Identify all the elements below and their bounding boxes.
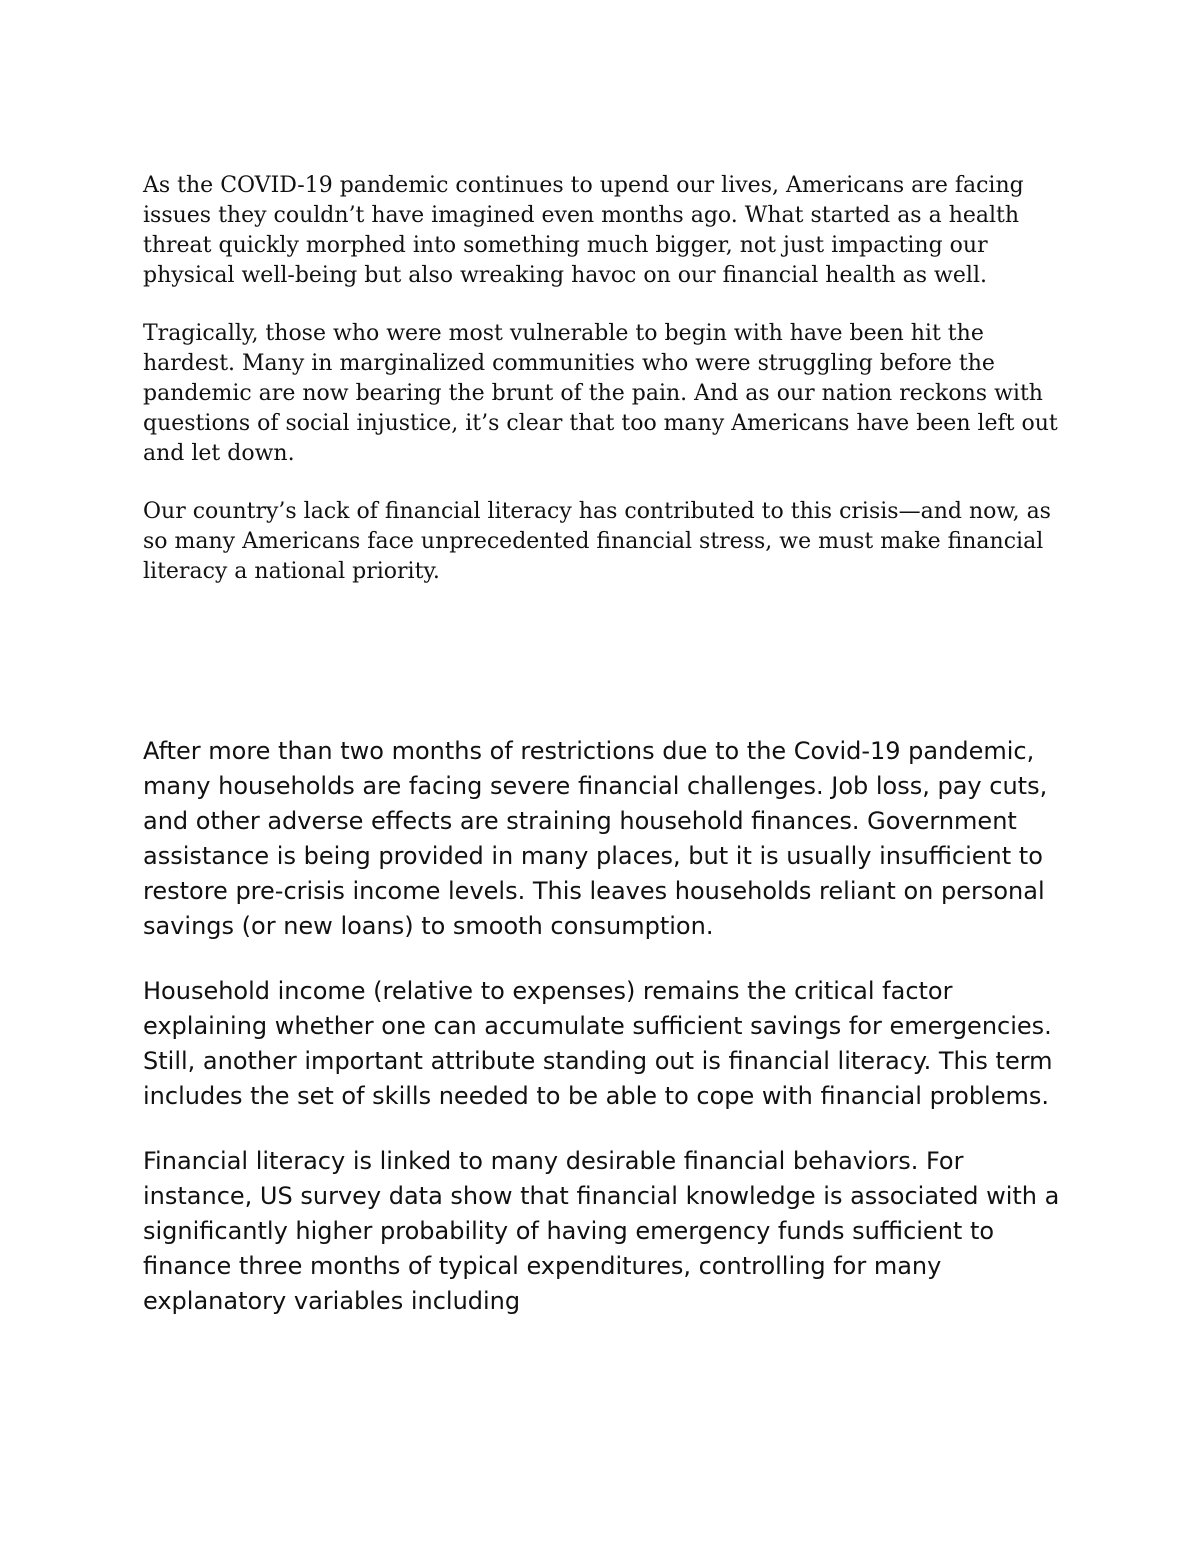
paragraph-vulnerable-communities: Tragically, those who were most vulnerable to begin with have been hit the hardest. Many in marginalized communities who were struggling before the pandemic are now bearing the brunt of the pain. And as our nation reckons with questions of social injustice, it’s clear that too many Americans have been left out and let down.: [143, 321, 1058, 466]
paragraph-household-income: Household income (relative to expenses) remains the critical factor explaining whether one can accumulate sufficient savings for emergencies. Still, another important attribute standing out is financial literacy. This term includes the set of skills needed to be able to cope with financial problems.: [143, 977, 1053, 1110]
paragraph-financial-literacy-priority: Our country’s lack of financial literacy has contributed to this crisis—and now, as so many Americans face unprecedented financial stress, we must make financial literacy a national priority.: [143, 499, 1051, 584]
paragraph-household-challenges: After more than two months of restrictions due to the Covid-19 pandemic, many households are facing severe financial challenges. Job loss, pay cuts, and other adverse effects are straining household finances. Government assistance is being provided in many places, but it is usually insufficient to restore pre-crisis income levels. This leaves households reliant on personal savings (or new loans) to smooth consumption.: [143, 737, 1048, 940]
paragraph-covid-impact: As the COVID-19 pandemic continues to upend our lives, Americans are facing issues they couldn’t have imagined even months ago. What started as a health threat quickly morphed into something much bigger, not just impacting our physical well-being but also wreaking havoc on our financial health as well.: [143, 173, 1024, 288]
paragraph-financial-behaviors: Financial literacy is linked to many desirable financial behaviors. For instance, US survey data show that financial knowledge is associated with a significantly higher probability of having emergency funds sufficient to finance three months of typical expenditures, controlling for many explanatory variables including: [143, 1147, 1060, 1315]
sans-text-section: [143, 734, 1063, 1349]
serif-text-section: [143, 171, 1063, 615]
